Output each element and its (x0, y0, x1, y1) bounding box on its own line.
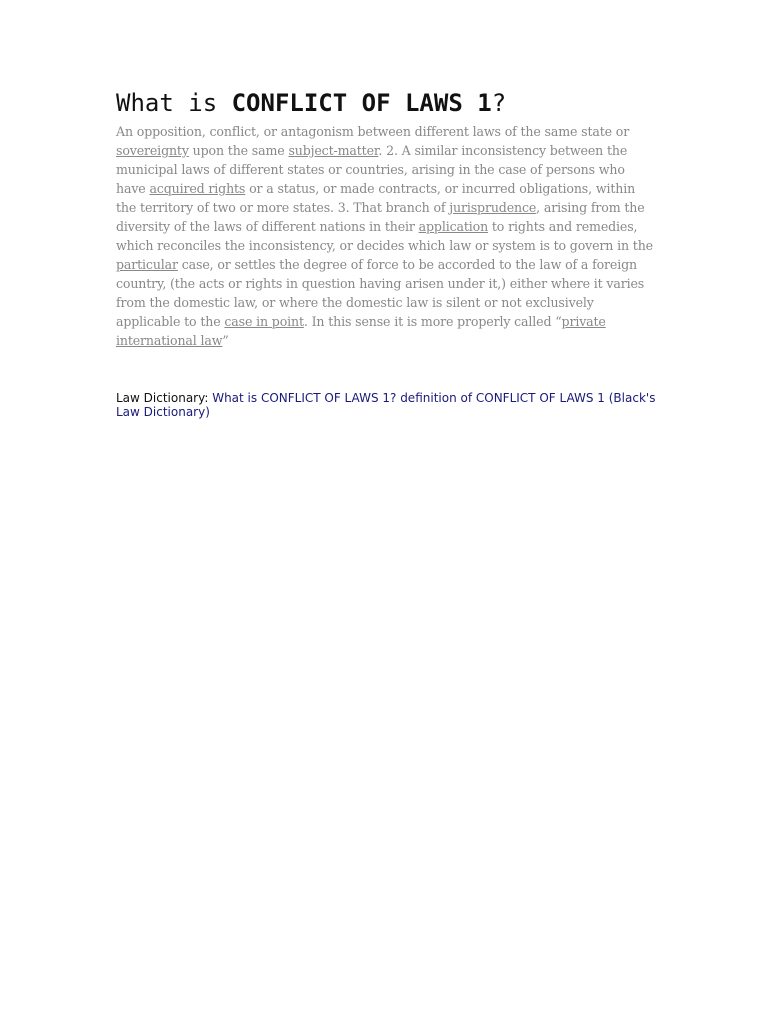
close-quote: ” (222, 333, 229, 348)
title-term: CONFLICT OF LAWS 1 (231, 89, 492, 117)
definition-text: case, or settles the degree of force to be accorded to the law of a foreign country, (the acts or rights in question having arisen under it,) either where it varies from the domestic law, or where the domestic law is silent or not exclusively applicable to the (116, 257, 645, 329)
open-quote: “ (555, 314, 562, 329)
definition-text: . In this sense it is more properly called (303, 314, 556, 329)
definition-text: or a status, or made contracts, or incurred obligations, within the territory of two or more states. 3. That branch of (116, 181, 636, 215)
link-jurisprudence[interactable]: jurisprudence (449, 200, 537, 215)
title-suffix: ? (491, 89, 507, 117)
link-application[interactable]: application (418, 219, 489, 234)
definition-text: . 2. A similar inconsistency between the municipal laws of different states or countries, arising in the case of persons who have (116, 143, 628, 196)
source-link[interactable]: What is CONFLICT OF LAWS 1? definition of CONFLICT OF LAWS 1 (Black's Law Dictionary) (116, 391, 656, 419)
link-acquired-rights[interactable]: acquired rights (149, 181, 246, 196)
link-subject-matter[interactable]: subject-matter (288, 143, 379, 158)
link-private-international-law[interactable]: private international law (116, 314, 606, 348)
document-page (116, 88, 656, 419)
link-sovereignty[interactable]: sovereignty (116, 143, 189, 158)
definition-text: upon the same (188, 143, 289, 158)
link-particular[interactable]: particular (116, 257, 178, 272)
definition-text: to rights and remedies, which reconciles the inconsistency, or decides which law or system is to govern in the (116, 219, 653, 253)
source-citation (116, 391, 656, 419)
definition-paragraph (116, 122, 656, 350)
page-title (116, 88, 656, 118)
definition-text: , arising from the diversity of the laws of different nations in their (116, 200, 645, 234)
definition-text: An opposition, conflict, or antagonism between different laws of the same state or (116, 124, 630, 139)
source-label: Law Dictionary: (116, 391, 213, 405)
title-prefix: What is (116, 89, 232, 117)
link-case-in-point[interactable]: case in point (224, 314, 304, 329)
